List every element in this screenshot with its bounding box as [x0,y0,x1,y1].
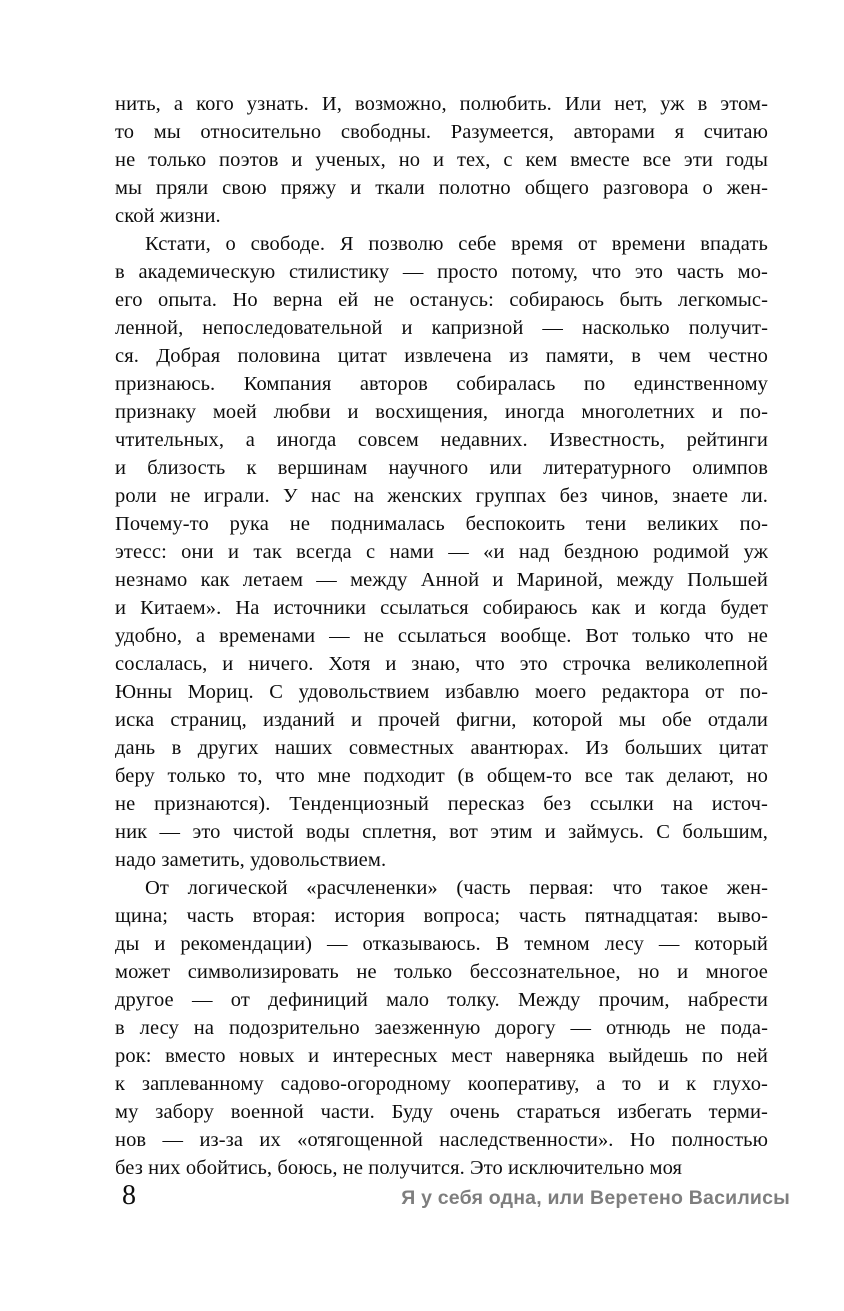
running-title: Я у себя одна, или Веретено Василисы [401,1187,790,1209]
text-line: то мы относительно свободны. Разумеется, авторами я считаю [115,121,768,143]
paragraph [115,230,768,874]
text-line: Почему-то рука не поднималась беспокоить тени великих по- [115,513,768,535]
text-line: чтительных, а иногда совсем недавних. Известность, рейтинги [115,429,768,451]
text-line: ды и рекомендации) — отказываюсь. В темном лесу — который [115,933,768,955]
text-line: мы пряли свою пряжу и ткали полотно общего разговора о жен- [115,177,768,199]
text-line: нов — из-за их «отягощенной наследственности». Но полностью [115,1129,768,1151]
text-line: ленной, непоследовательной и капризной — насколько получит- [115,317,768,339]
text-line: другое — от дефиниций мало толку. Между прочим, набрести [115,989,768,1011]
text-line: в лесу на подозрительно заезженную дорогу — отнюдь не пода- [115,1017,768,1039]
body-text [115,90,768,1182]
text-line: иска страниц, изданий и прочей фигни, которой мы обе отдали [115,709,768,731]
text-line: От логической «расчлененки» (часть первая: что такое жен- [145,877,768,899]
text-line: Кстати, о свободе. Я позволю себе время от времени впадать [145,233,768,255]
text-line: к заплеванному садово-огородному кооперативу, а то и к глухо- [115,1073,768,1095]
text-line: незнамо как летаем — между Анной и Мариной, между Польшей [115,569,768,591]
text-line: сослалась, и ничего. Хотя и знаю, что это строчка великолепной [115,653,768,675]
text-line: может символизировать не только бессознательное, но и многое [115,961,768,983]
text-line: удобно, а временами — не ссылаться вообще. Вот только что не [115,625,768,647]
page-number: 8 [122,1180,136,1211]
text-line: ник — это чистой воды сплетня, вот этим и займусь. С большим, [115,821,768,843]
text-line: и близость к вершинам научного или литературного олимпов [115,457,768,479]
text-line: его опыта. Но верна ей не останусь: собираюсь быть легкомыс- [115,289,768,311]
text-line: му забору военной части. Буду очень стараться избегать терми- [115,1101,768,1123]
text-line: не признаются). Тенденциозный пересказ без ссылки на источ- [115,793,768,815]
paragraph [115,90,768,230]
text-line: ской жизни. [115,205,221,227]
text-line: щина; часть вторая: история вопроса; часть пятнадцатая: выво- [115,905,768,927]
text-line: и Китаем». На источники ссылаться собираюсь как и когда будет [115,597,768,619]
text-line: признаку моей любви и восхищения, иногда многолетних и по- [115,401,768,423]
text-line: без них обойтись, боюсь, не получится. Это исключительно моя [115,1157,683,1179]
text-line: беру только то, что мне подходит (в общем-то все так делают, но [115,765,768,787]
text-line: не только поэтов и ученых, но и тех, с кем вместе все эти годы [115,149,768,171]
text-line: в академическую стилистику — просто потому, что это часть мо- [115,261,768,283]
text-line: нить, а кого узнать. И, возможно, полюбить. Или нет, уж в этом- [115,93,768,115]
text-line: дань в других наших совместных авантюрах. Из больших цитат [115,737,768,759]
text-line: Юнны Мориц. С удовольствием избавлю моего редактора от по- [115,681,768,703]
text-line: рок: вместо новых и интересных мест наверняка выйдешь по ней [115,1045,768,1067]
text-line: роли не играли. У нас на женских группах без чинов, знаете ли. [115,485,768,507]
text-line: ся. Добрая половина цитат извлечена из памяти, в чем честно [115,345,768,367]
text-line: этесс: они и так всегда с нами — «и над бездною родимой уж [115,541,768,563]
paragraph [115,874,768,1182]
text-line: надо заметить, удовольствием. [115,849,387,871]
page-footer [122,1178,790,1214]
text-line: признаюсь. Компания авторов собиралась по единственному [115,373,768,395]
